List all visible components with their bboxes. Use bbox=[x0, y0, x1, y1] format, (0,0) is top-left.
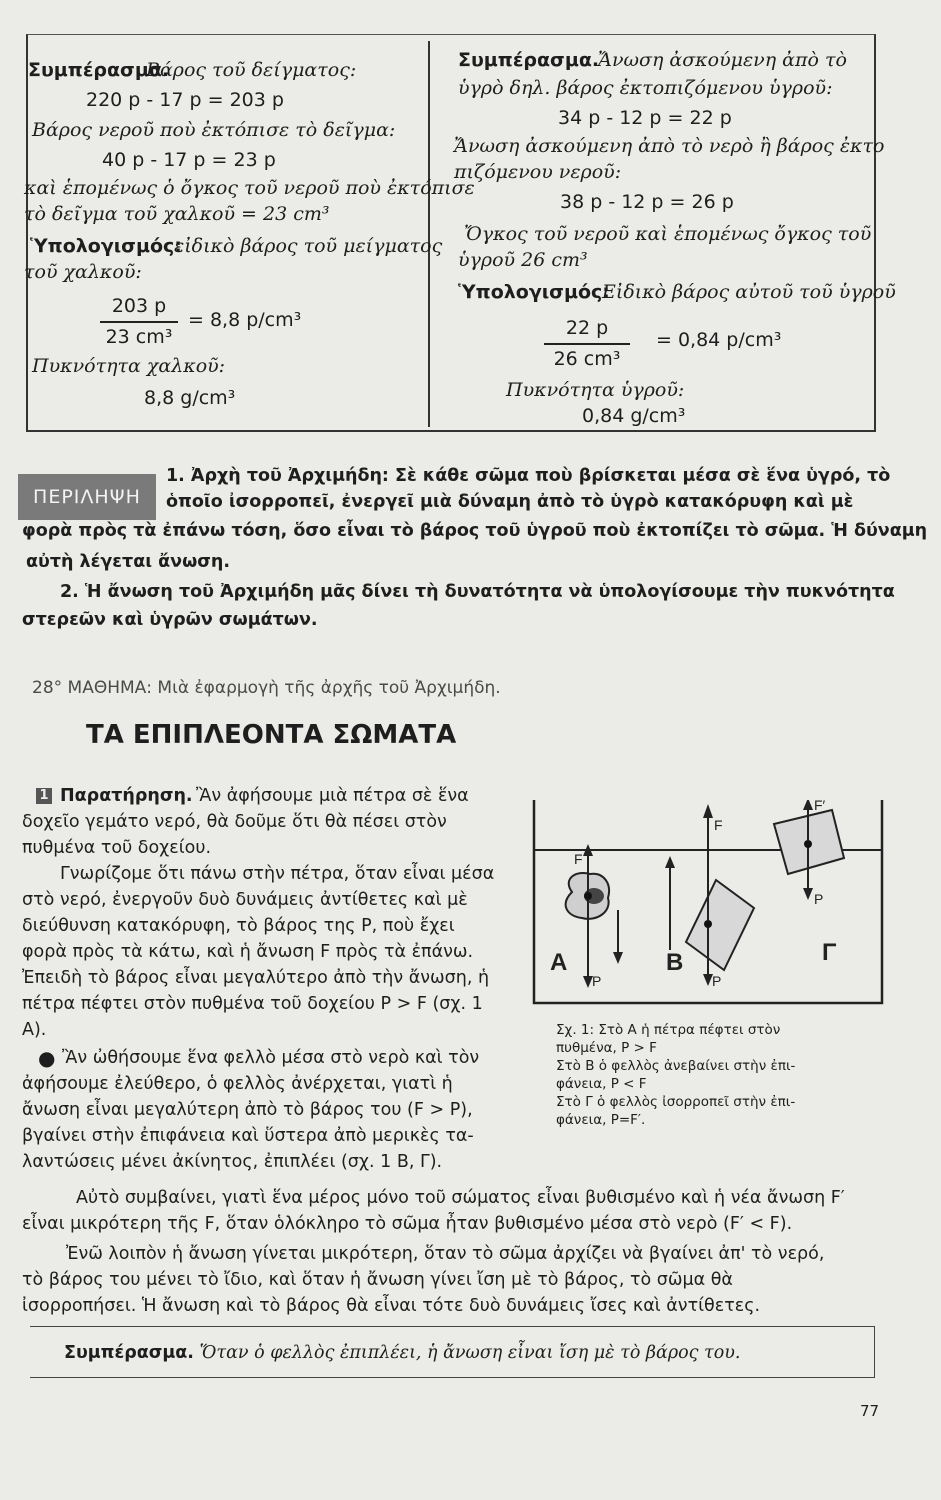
right-line-1b: ὑγρὸ δηλ. βάρος ἐκτοπιζόμενου ὑγροῦ: bbox=[458, 77, 833, 99]
right-fraction-bar bbox=[544, 343, 630, 345]
left-density-value: 8,8 g/cm³ bbox=[144, 387, 236, 409]
cork-g-weight-arrowhead bbox=[803, 888, 813, 900]
right-density-value: 0,84 g/cm³ bbox=[582, 405, 686, 427]
body-line-16: Αὐτὸ συμβαίνει, γιατὶ ἕνα μέρος μόνο τοῦ σώματος εἶναι βυθισμένο καὶ ἡ νέα ἄνωση F′ bbox=[76, 1188, 845, 1208]
caption-line-3: Στὸ Β ὁ φελλὸς ἀνεβαίνει στὴν ἐπι- bbox=[556, 1058, 796, 1074]
cork-b-motion-arrowhead bbox=[665, 856, 675, 868]
caption-line-1: Σχ. 1: Στὸ Α ἡ πέτρα πέφτει στὸν bbox=[556, 1022, 781, 1038]
label-g: Γ bbox=[822, 939, 837, 966]
stone-f-label: F bbox=[574, 851, 583, 867]
body-line-14: βγαίνει στὴν ἐπιφάνεια καὶ ὕστερα ἀπὸ μερικὲς τα- bbox=[22, 1126, 474, 1146]
cork-b-p-label: P bbox=[712, 973, 722, 989]
right-line-1a: Ἄνωση ἀσκούμενη ἀπὸ τὸ bbox=[598, 49, 847, 71]
page-title: ΤΑ ΕΠΙΠΛΕΟΝΤΑ ΣΩΜΑΤΑ bbox=[86, 720, 457, 750]
caption-line-4: φάνεια, P < F bbox=[556, 1076, 647, 1092]
right-conclusion-heading: Συμπέρασμα. bbox=[458, 49, 600, 71]
right-line-4: πιζόμενου νεροῦ: bbox=[454, 161, 622, 183]
conclusion bbox=[64, 1343, 740, 1363]
body-line-17: εἶναι μικρότερη τῆς F, ὅταν ὁλόκληρο τὸ σῶμα ἦταν βυθισμένο μέσα στὸ νερὸ (F′ < F). bbox=[22, 1214, 793, 1234]
body-line-18: Ἐνῶ λοιπὸν ἡ ἄνωση γίνεται μικρότερη, ὅταν τὸ σῶμα ἀρχίζει νὰ βγαίνει ἀπ' τὸ νερό, bbox=[66, 1244, 825, 1264]
conclusion-text: Ὅταν ὁ φελλὸς ἐπιπλέει, ἡ ἄνωση εἶναι ἴση μὲ τὸ βάρος του. bbox=[199, 1343, 741, 1363]
left-calc-label: Ὑπολογισμός: bbox=[30, 235, 182, 257]
body-line-9: πέτρα πέφτει στὸν πυθμένα τοῦ δοχείου P > F (σχ. 1 bbox=[22, 994, 483, 1014]
right-line-3: Ἄνωση ἀσκούμενη ἀπὸ τὸ νερὸ ἢ βάρος ἐκτο bbox=[454, 135, 885, 157]
stone-p-label: P bbox=[592, 973, 602, 989]
cork-b-f-label: F bbox=[714, 817, 723, 833]
cork-b-shape bbox=[686, 880, 754, 970]
page-number: 77 bbox=[860, 1402, 880, 1420]
body-line-1: Ἂν ἀφήσουμε μιὰ πέτρα σὲ ἕνα bbox=[196, 786, 469, 806]
stone-center bbox=[584, 892, 592, 900]
body-line-13: ἄνωση εἶναι μεγαλύτερη ἀπὸ τὸ βάρος του (F > P), bbox=[22, 1100, 473, 1120]
caption-line-6: φάνεια, P=F′. bbox=[556, 1112, 646, 1128]
body-line-2: δοχεῖο γεμάτο νερό, θὰ δοῦμε ὅτι θὰ πέσει στὸν bbox=[22, 812, 447, 832]
left-line-6: τὸ δεῖγμα τοῦ χαλκοῦ = 23 cm³ bbox=[24, 203, 330, 225]
left-fraction-numerator: 203 p bbox=[111, 295, 167, 317]
left-line-4: 40 p - 17 p = 23 p bbox=[102, 149, 276, 171]
cork-b-center bbox=[704, 920, 712, 928]
stone-motion-arrowhead bbox=[613, 952, 623, 964]
body-line-6: διεύθυνση κατακόρυφη, τὸ βάρος της P, ποὺ ἔχει bbox=[22, 916, 455, 936]
body-line-8: Ἐπειδὴ τὸ βάρος εἶναι μεγαλύτερο ἀπὸ τὴν ἄνωση, ἡ bbox=[22, 968, 490, 988]
body-line-19: τὸ βάρος του μένει τὸ ἴδιο, καὶ ὅταν ἡ ἄνωση γίνει ἴση μὲ τὸ βάρος, τὸ σῶμα θὰ bbox=[22, 1270, 733, 1290]
left-fraction-denominator: 23 cm³ bbox=[105, 326, 173, 348]
right-line-6: Ὄγκος τοῦ νεροῦ καὶ ἑπομένως ὄγκος τοῦ bbox=[464, 223, 872, 245]
summary-line-1: 1. Ἀρχὴ τοῦ Ἀρχιμήδη: Σὲ κάθε σῶμα ποὺ βρίσκεται μέσα σὲ ἕνα ὑγρό, τὸ bbox=[166, 466, 891, 486]
calculation-box bbox=[24, 34, 896, 432]
summary-line-3: φορὰ πρὸς τὰ ἐπάνω τόση, ὅσο εἶναι τὸ βάρος τοῦ ὑγροῦ ποὺ ἐκτοπίζει τὸ σῶμα. Ἡ δύναμη bbox=[22, 521, 928, 541]
left-line-1: Βάρος τοῦ δείγματος: bbox=[146, 59, 357, 81]
label-a: Α bbox=[550, 949, 568, 976]
cork-g-center bbox=[804, 840, 812, 848]
left-fraction-bar bbox=[100, 321, 178, 323]
left-fraction bbox=[100, 293, 178, 351]
left-line-5: καὶ ἑπομένως ὁ ὄγκος τοῦ νεροῦ ποὺ ἐκτόπισε bbox=[24, 177, 475, 199]
right-line-2: 34 p - 12 p = 22 p bbox=[558, 107, 732, 129]
cork-g-buoyancy-arrowhead bbox=[803, 800, 813, 810]
right-line-5: 38 p - 12 p = 26 p bbox=[560, 191, 734, 213]
right-calc-label: Ὑπολογισμός: bbox=[458, 281, 610, 303]
body-line-3: πυθμένα τοῦ δοχείου. bbox=[22, 838, 212, 858]
left-density-label: Πυκνότητα χαλκοῦ: bbox=[32, 355, 226, 377]
left-line-3: Βάρος νεροῦ ποὺ ἐκτόπισε τὸ δεῖγμα: bbox=[32, 119, 396, 141]
body-line-7: φορὰ πρὸς τὰ κάτω, καὶ ἡ ἄνωση F πρὸς τὰ ἐπάνω. bbox=[22, 942, 474, 962]
observation-label: Παρατήρηση. bbox=[60, 786, 193, 806]
right-line-7: ὑγροῦ 26 cm³ bbox=[458, 249, 588, 271]
floating-bodies-figure bbox=[532, 800, 884, 1005]
right-fraction-numerator: 22 p bbox=[565, 317, 609, 339]
label-b: Β bbox=[666, 949, 684, 976]
conclusion-label: Συμπέρασμα. bbox=[64, 1343, 194, 1363]
cork-g-p-label: P bbox=[814, 891, 824, 907]
left-line-7: εἰδικὸ βάρος τοῦ μείγματος bbox=[174, 235, 443, 257]
body-line-11: Ἂν ὠθήσουμε ἕνα φελλὸ μέσα στὸ νερὸ καὶ τὸν bbox=[62, 1048, 480, 1068]
summary-line-2: ὁποῖο ἰσορροπεῖ, ἐνεργεῖ μιὰ δύναμη ἀπὸ τὸ ὑγρὸ κατακόρυφη καὶ μὲ bbox=[166, 492, 854, 512]
summary-line-5: 2. Ἡ ἄνωση τοῦ Ἀρχιμήδη μᾶς δίνει τὴ δυνατότητα νὰ ὑπολογίσουμε τὴν πυκνότητα bbox=[60, 582, 895, 602]
body-line-20: ἰσορροπήσει. Ἡ ἄνωση καὶ τὸ βάρος θὰ εἶναι τότε δυὸ δυνάμεις ἴσες καὶ ἀντίθετες. bbox=[22, 1296, 761, 1316]
cork-b-buoyancy-arrowhead bbox=[703, 804, 713, 818]
summary-label: ΠΕΡΙΛΗΨΗ bbox=[18, 474, 156, 520]
right-density-label: Πυκνότητα ὑγροῦ: bbox=[506, 379, 685, 401]
right-line-8: Εἰδικὸ βάρος αὐτοῦ τοῦ ὑγροῦ bbox=[602, 281, 896, 303]
summary-line-4: αὐτὴ λέγεται ἄνωση. bbox=[26, 552, 231, 572]
body-line-10: Α). bbox=[22, 1020, 47, 1040]
section-number-icon: 1 bbox=[36, 788, 52, 804]
right-fraction-result: = 0,84 p/cm³ bbox=[656, 329, 782, 351]
summary-line-6: στερεῶν καὶ ὑγρῶν σωμάτων. bbox=[22, 610, 318, 630]
lesson-heading: 28° ΜΑΘΗΜΑ: Μιὰ ἐφαρμογὴ τῆς ἀρχῆς τοῦ Ἀρχιμήδη. bbox=[32, 678, 501, 698]
cork-g-fprime-label: F′ bbox=[814, 800, 826, 813]
left-fraction-result: = 8,8 p/cm³ bbox=[188, 309, 302, 331]
left-conclusion-heading: Συμπέρασμα. bbox=[28, 59, 170, 81]
right-fraction-denominator: 26 cm³ bbox=[553, 348, 621, 370]
bullet-icon: ● bbox=[38, 1046, 56, 1070]
body-line-4: Γνωρίζομε ὅτι πάνω στὴν πέτρα, ὅταν εἶναι μέσα bbox=[60, 864, 495, 884]
left-line-8: τοῦ χαλκοῦ: bbox=[24, 261, 142, 283]
caption-line-2: πυθμένα, P > F bbox=[556, 1040, 657, 1056]
right-fraction bbox=[544, 315, 630, 373]
left-line-2: 220 p - 17 p = 203 p bbox=[86, 89, 284, 111]
body-line-5: στὸ νερό, ἐνεργοῦν δυὸ δυνάμεις ἀντίθετες καὶ μὲ bbox=[22, 890, 468, 910]
body-line-12: ἀφήσουμε ἐλεύθερο, ὁ φελλὸς ἀνέρχεται, γιατὶ ἡ bbox=[22, 1074, 453, 1094]
body-line-15: λαντώσεις μένει ἀκίνητος, ἐπιπλέει (σχ. 1 Β, Γ). bbox=[22, 1152, 443, 1172]
caption-line-5: Στὸ Γ ὁ φελλὸς ἰσορροπεῖ στὴν ἐπι- bbox=[556, 1094, 796, 1110]
